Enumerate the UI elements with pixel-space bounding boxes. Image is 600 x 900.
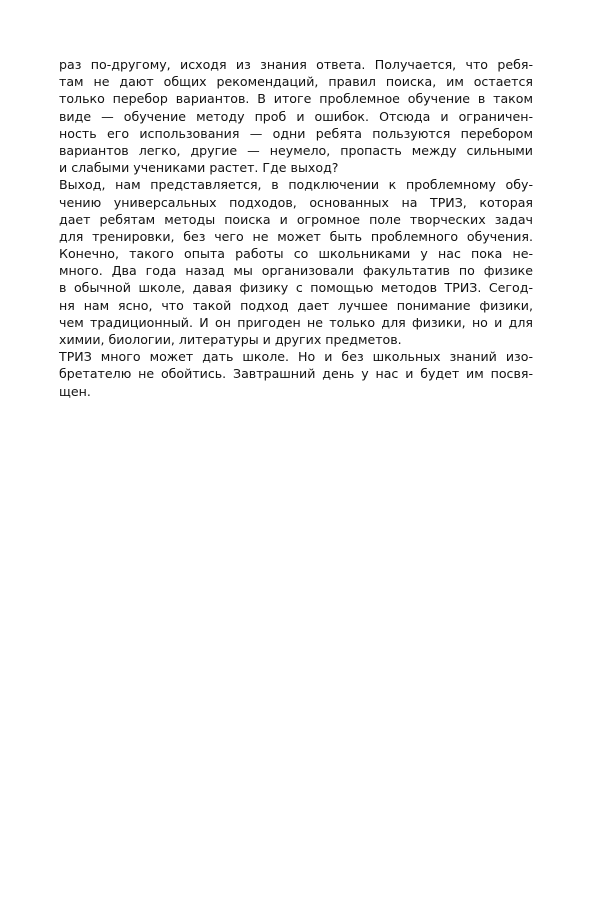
text-line: вариантов легко, другие — неумело, пропасть между сильными xyxy=(59,142,533,158)
text-line: в обычной школе, давая физику с помощью методов ТРИЗ. Сегод- xyxy=(59,280,533,296)
text-line: ТРИЗ много может дать школе. Но и без школьных знаний изо- xyxy=(59,349,533,365)
text-line: только перебор вариантов. В итоге проблемное обучение в таком xyxy=(59,91,533,107)
text-line: Выход, нам представляется, в подключении к проблемному обу- xyxy=(59,177,533,193)
body-text xyxy=(59,56,533,400)
text-line: ность его использования — одни ребята пользуются перебором xyxy=(59,125,533,141)
text-line: бретателю не обойтись. Завтрашний день у нас и будет им посвя- xyxy=(59,366,533,382)
text-line: для тренировки, без чего не может быть проблемного обучения. xyxy=(59,228,533,244)
text-line: химии, биологии, литературы и других предметов. xyxy=(59,332,402,347)
text-line: дает ребятам методы поиска и огромное поле творческих задач xyxy=(59,211,533,227)
text-line: и слабыми учениками растет. Где выход? xyxy=(59,160,339,176)
text-line: чем традиционный. И он пригоден не только для физики, но и для xyxy=(59,314,533,330)
text-line: виде — обучение методу проб и ошибок. Отсюда и ограничен- xyxy=(59,108,533,124)
text-line: щен. xyxy=(59,383,91,399)
text-line: чению универсальных подходов, основанных на ТРИЗ, которая xyxy=(59,194,533,210)
text-line: раз по-другому, исходя из знания ответа. Получается, что ребя- xyxy=(59,57,533,72)
text-line: там не дают общих рекомендаций, правил поиска, им остается xyxy=(59,74,533,90)
text-line: много. Два года назад мы организовали факультатив по физике xyxy=(59,263,533,279)
text-line: ня нам ясно, что такой подход дает лучшее понимание физики, xyxy=(59,297,533,313)
text-line: Конечно, такого опыта работы со школьниками у нас пока не- xyxy=(59,246,533,262)
